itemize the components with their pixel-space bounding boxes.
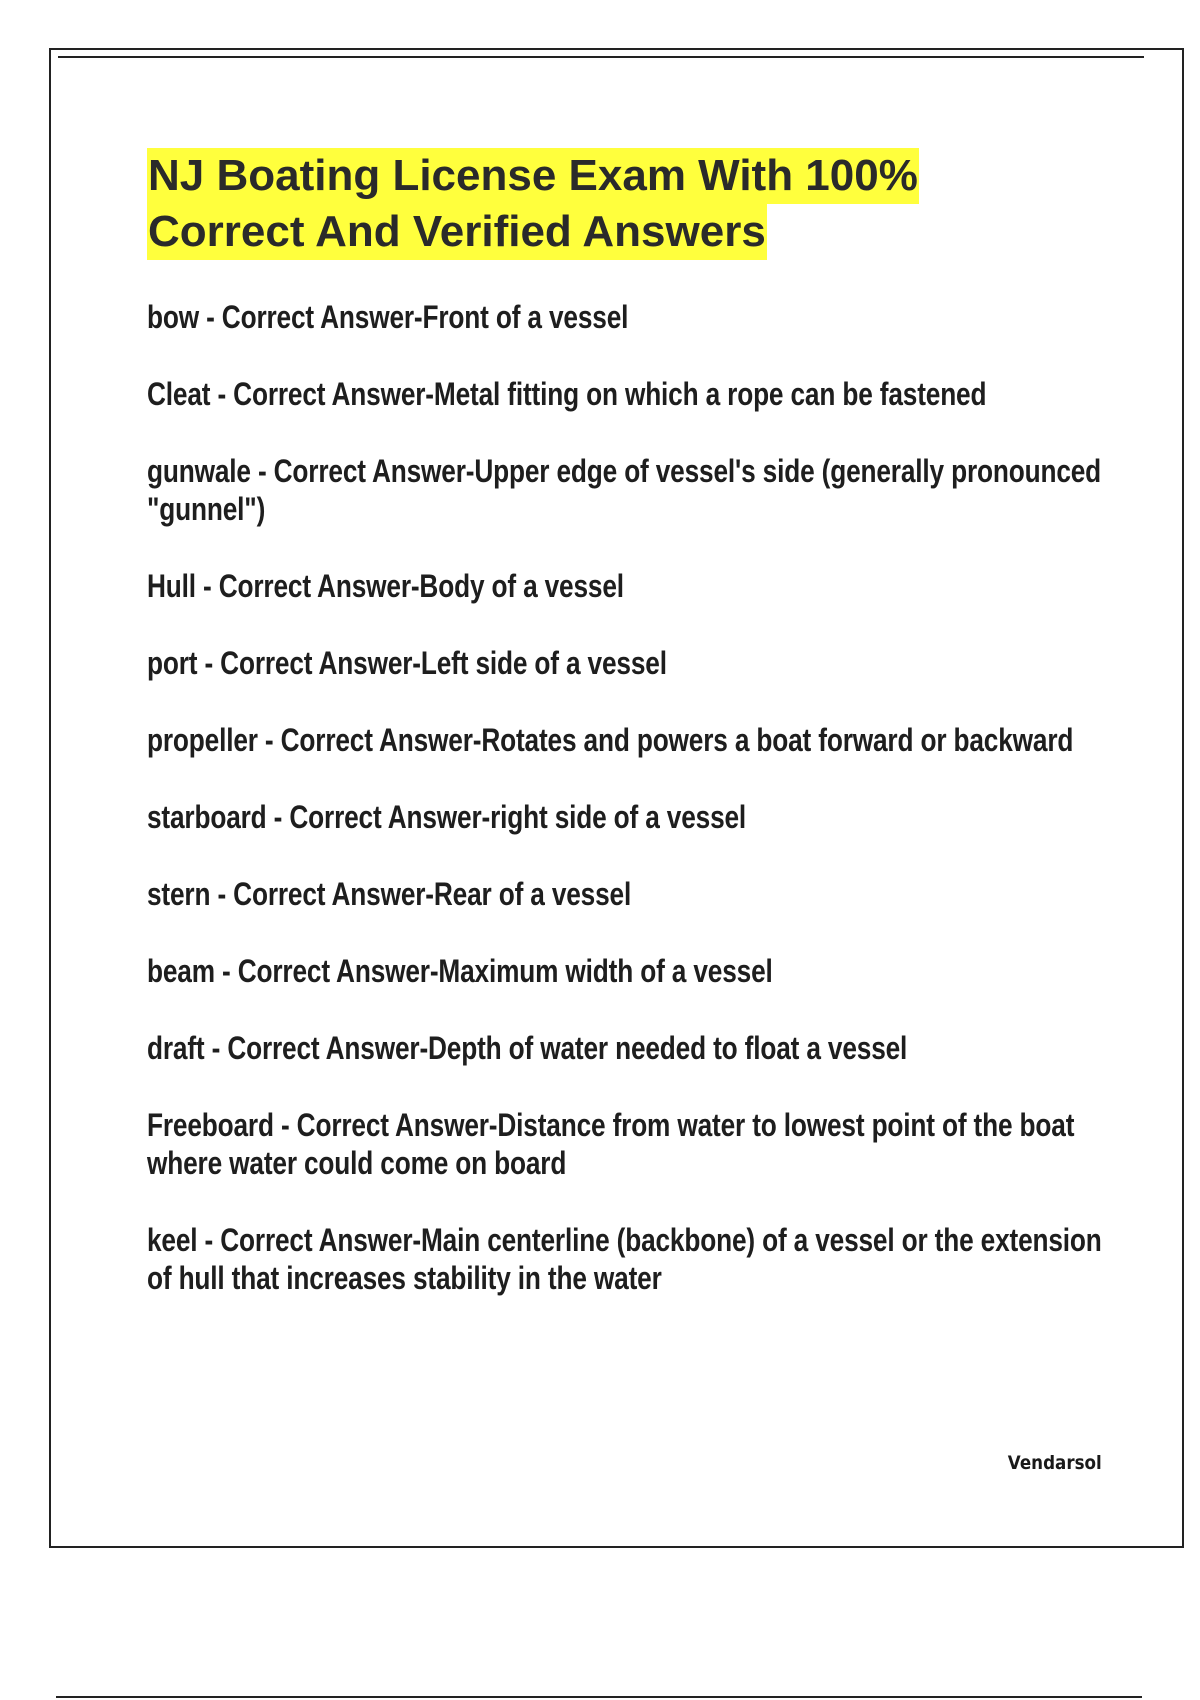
qa-item-gunwale: gunwale - Correct Answer-Upper edge of vessel's side (generally pronounced "gunnel"): [147, 453, 1102, 527]
qa-item-keel: keel - Correct Answer-Main centerline (backbone) of a vessel or the extension of hull that increases stability in the water: [147, 1222, 1102, 1296]
title-line-2: Correct And Verified Answers: [147, 204, 767, 260]
footer-brand: Vendarsol: [1008, 1452, 1102, 1474]
page-title: [147, 148, 1047, 260]
qa-item-stern: stern - Correct Answer-Rear of a vessel: [147, 876, 632, 912]
qa-list: [147, 298, 1107, 1336]
qa-item-beam: beam - Correct Answer-Maximum width of a vessel: [147, 953, 773, 989]
qa-item-propeller: propeller - Correct Answer-Rotates and powers a boat forward or backward: [147, 722, 1074, 758]
bottom-rule: [56, 1696, 1142, 1698]
title-line-1: NJ Boating License Exam With 100%: [147, 148, 919, 204]
qa-item-hull: Hull - Correct Answer-Body of a vessel: [147, 568, 624, 604]
qa-item-starboard: starboard - Correct Answer-right side of a vessel: [147, 799, 747, 835]
qa-item-draft: draft - Correct Answer-Depth of water needed to float a vessel: [147, 1030, 908, 1066]
page-frame: [49, 48, 1184, 1548]
qa-item-cleat: Cleat - Correct Answer-Metal fitting on which a rope can be fastened: [147, 376, 987, 412]
qa-item-port: port - Correct Answer-Left side of a vessel: [147, 645, 667, 681]
qa-item-freeboard: Freeboard - Correct Answer-Distance from water to lowest point of the boat where water could come on board: [147, 1107, 1075, 1181]
qa-item-bow: bow - Correct Answer-Front of a vessel: [147, 299, 629, 335]
title-block: [147, 148, 1047, 260]
top-rule: [58, 56, 1144, 58]
